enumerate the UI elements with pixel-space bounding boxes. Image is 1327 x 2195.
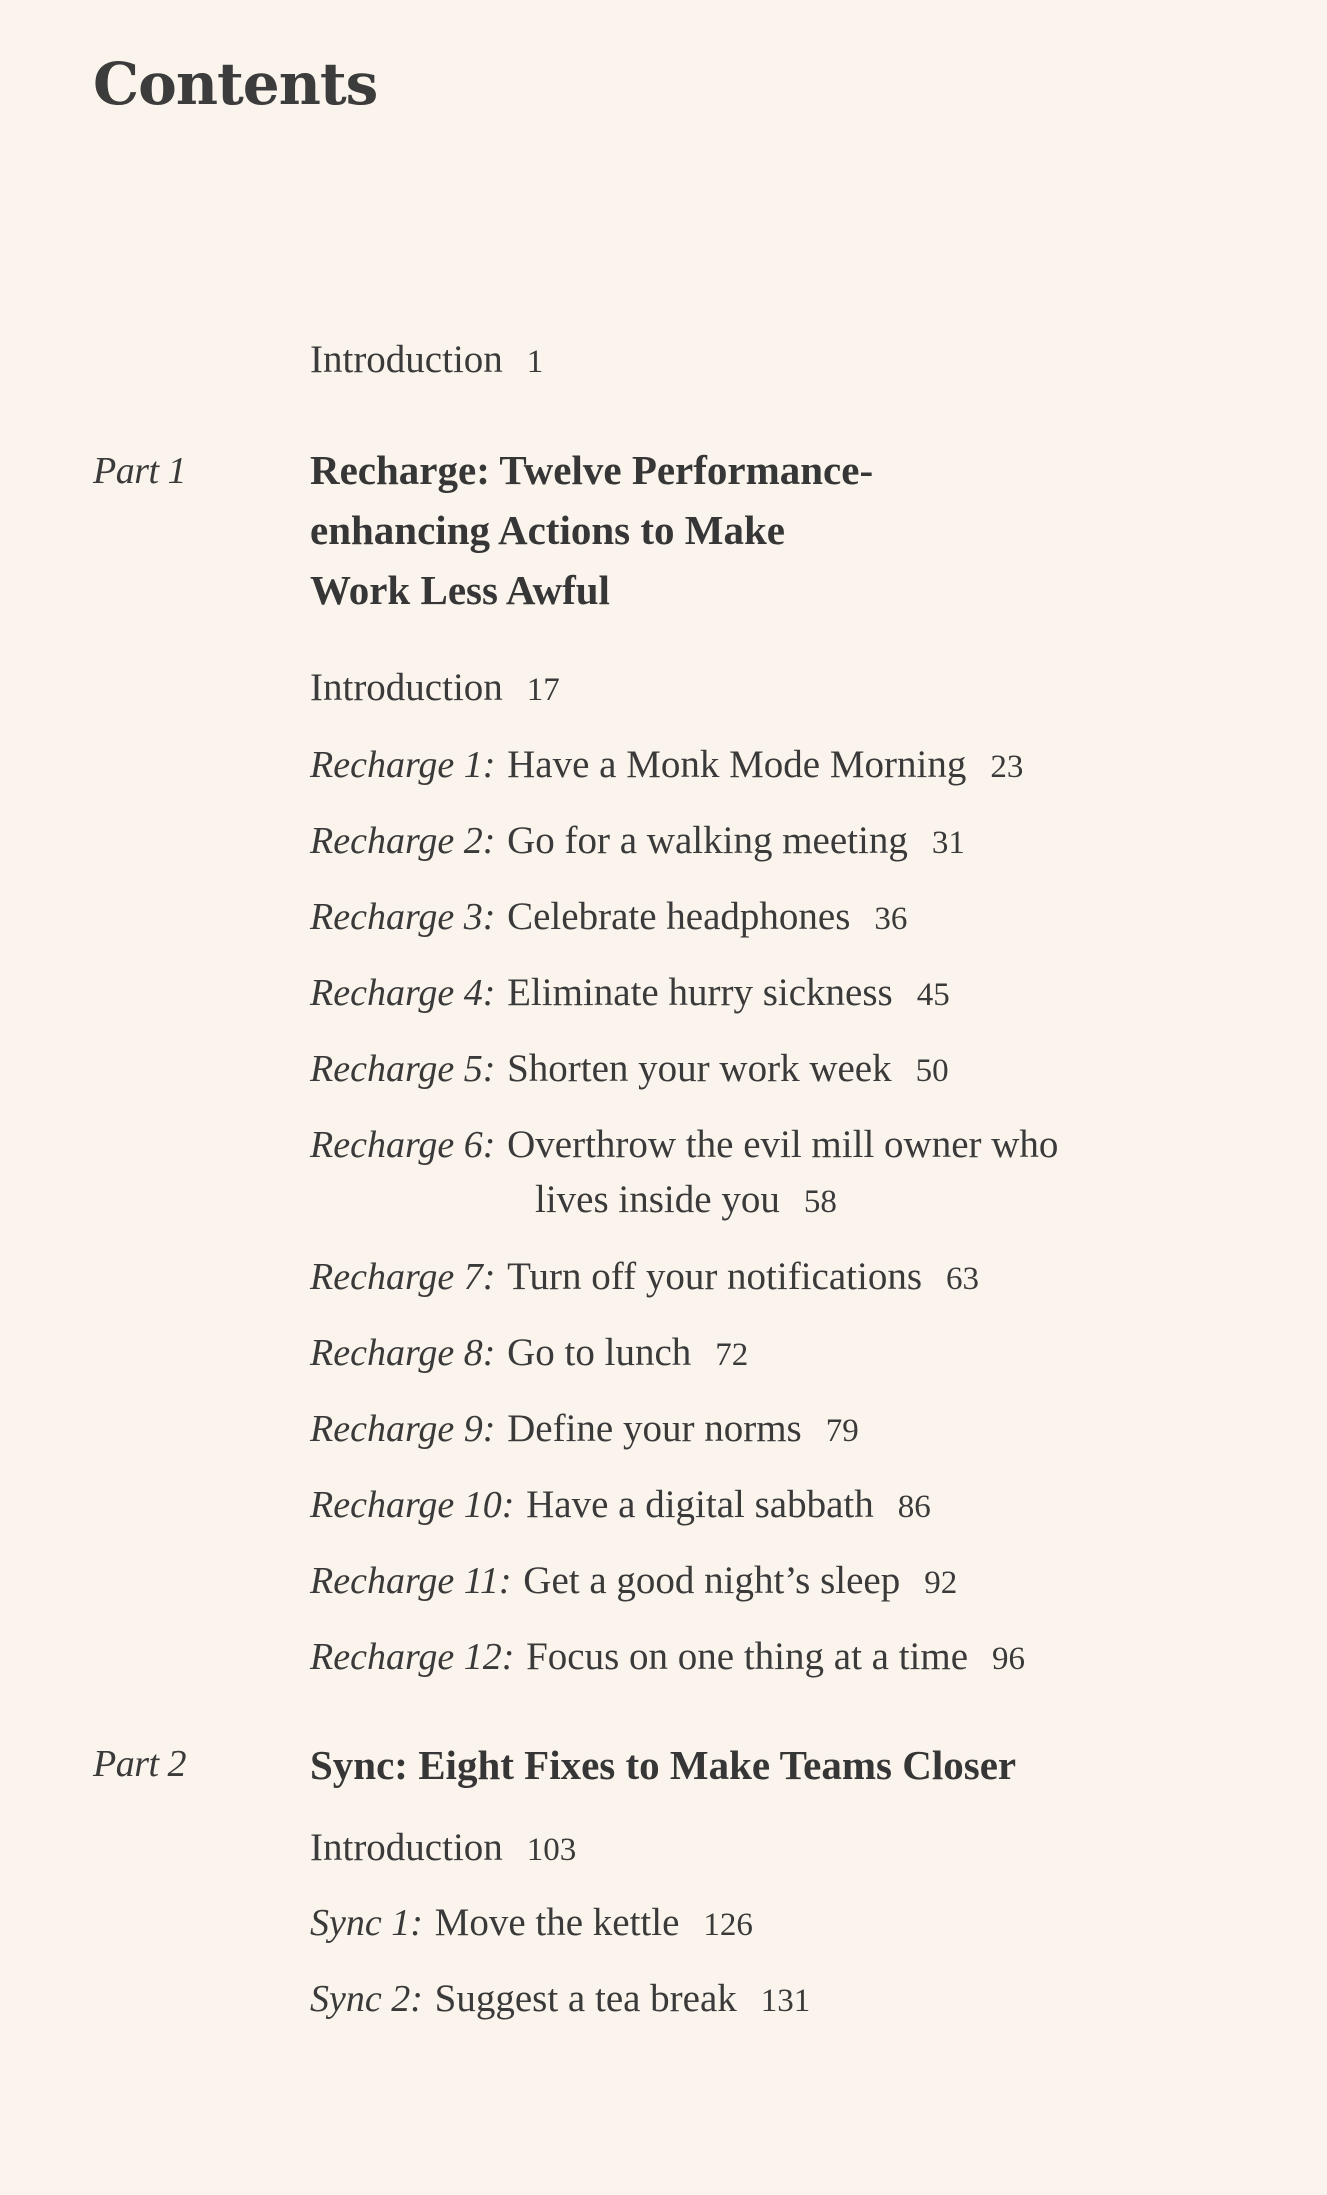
entry-page: 103 xyxy=(526,1832,577,1868)
entry-title: Go for a walking meeting xyxy=(507,819,908,862)
entry-title: Define your norms xyxy=(507,1407,802,1450)
entry-title: Overthrow the evil mill owner who xyxy=(507,1123,1059,1166)
entry-title: Turn off your notifications xyxy=(507,1255,923,1298)
part-title[interactable] xyxy=(310,440,1210,620)
entry-title: Suggest a tea break xyxy=(434,1977,737,2020)
entry-title: Have a Monk Mode Morning xyxy=(507,743,967,786)
entry-title: Get a good night’s sleep xyxy=(523,1559,901,1602)
toc-entry-introduction[interactable] xyxy=(310,1828,576,1867)
entry-label: Recharge 11: xyxy=(310,1560,512,1602)
entry-label: Recharge 1: xyxy=(310,744,496,786)
page-title: Contents xyxy=(93,50,378,118)
toc-entry[interactable] xyxy=(310,897,907,936)
entry-title: Have a digital sabbath xyxy=(526,1483,874,1526)
entry-label: Recharge 5: xyxy=(310,1048,496,1090)
entry-title: Introduction xyxy=(310,1826,503,1869)
entry-title: Focus on one thing at a time xyxy=(526,1635,969,1678)
entry-page: 31 xyxy=(931,825,965,861)
toc-entry[interactable] xyxy=(310,1561,957,1600)
entry-title: Shorten your work week xyxy=(507,1047,892,1090)
toc-entry[interactable] xyxy=(310,745,1023,784)
entry-title: Introduction xyxy=(310,338,503,381)
entry-page: 92 xyxy=(924,1565,958,1601)
toc-entry[interactable] xyxy=(310,1637,1025,1676)
entry-title: Eliminate hurry sickness xyxy=(507,971,893,1014)
entry-label: Recharge 6: xyxy=(310,1124,496,1166)
entry-page: 126 xyxy=(703,1907,753,1943)
entry-page: 1 xyxy=(526,344,544,380)
entry-label: Recharge 3: xyxy=(310,896,496,938)
entry-title: Celebrate headphones xyxy=(507,895,851,938)
toc-entry[interactable] xyxy=(310,1979,810,2018)
toc-entry[interactable] xyxy=(310,1333,748,1372)
toc-entry-continuation[interactable] xyxy=(535,1180,837,1219)
entry-label: Recharge 12: xyxy=(310,1636,515,1678)
toc-entry[interactable] xyxy=(310,1903,753,1942)
toc-entry[interactable] xyxy=(310,1125,1058,1164)
entry-page: 36 xyxy=(874,901,908,937)
entry-title: Introduction xyxy=(310,666,503,709)
entry-label: Recharge 9: xyxy=(310,1408,496,1450)
entry-page: 79 xyxy=(825,1413,859,1449)
entry-label: Recharge 8: xyxy=(310,1332,496,1374)
part-title-line: Recharge: Twelve Performance- xyxy=(310,447,874,493)
part-title[interactable] xyxy=(310,1735,1310,1795)
part-label: Part 2 xyxy=(93,1743,187,1785)
entry-page: 45 xyxy=(916,977,950,1013)
entry-page: 58 xyxy=(803,1184,837,1220)
entry-label: Sync 2: xyxy=(310,1978,423,2020)
toc-entry[interactable] xyxy=(310,1049,949,1088)
toc-entry[interactable] xyxy=(310,1485,931,1524)
toc-entry[interactable] xyxy=(310,821,965,860)
entry-page: 72 xyxy=(715,1337,749,1373)
toc-entry[interactable] xyxy=(310,1257,979,1296)
entry-page: 86 xyxy=(897,1489,931,1525)
entry-page: 23 xyxy=(990,749,1024,785)
toc-entry-introduction[interactable] xyxy=(310,340,543,379)
toc-entry[interactable] xyxy=(310,973,950,1012)
entry-title-continuation: lives inside you xyxy=(535,1178,780,1221)
entry-page: 96 xyxy=(992,1641,1026,1677)
part-title-line: enhancing Actions to Make xyxy=(310,507,785,553)
entry-title: Go to lunch xyxy=(507,1331,692,1374)
toc-entry[interactable] xyxy=(310,1409,859,1448)
entry-page: 131 xyxy=(760,1983,811,2019)
entry-page: 17 xyxy=(526,672,560,708)
entry-label: Recharge 4: xyxy=(310,972,496,1014)
entry-page: 50 xyxy=(915,1053,949,1089)
entry-label: Recharge 7: xyxy=(310,1256,496,1298)
entry-page: 63 xyxy=(946,1261,980,1297)
entry-label: Recharge 2: xyxy=(310,820,496,862)
entry-label: Sync 1: xyxy=(310,1902,423,1944)
entry-label: Recharge 10: xyxy=(310,1484,515,1526)
entry-title: Move the kettle xyxy=(434,1901,680,1944)
part-title-line: Work Less Awful xyxy=(310,567,610,613)
part-label: Part 1 xyxy=(93,450,187,492)
toc-entry-introduction[interactable] xyxy=(310,668,560,707)
part-title-line: Sync: Eight Fixes to Make Teams Closer xyxy=(310,1742,1017,1788)
